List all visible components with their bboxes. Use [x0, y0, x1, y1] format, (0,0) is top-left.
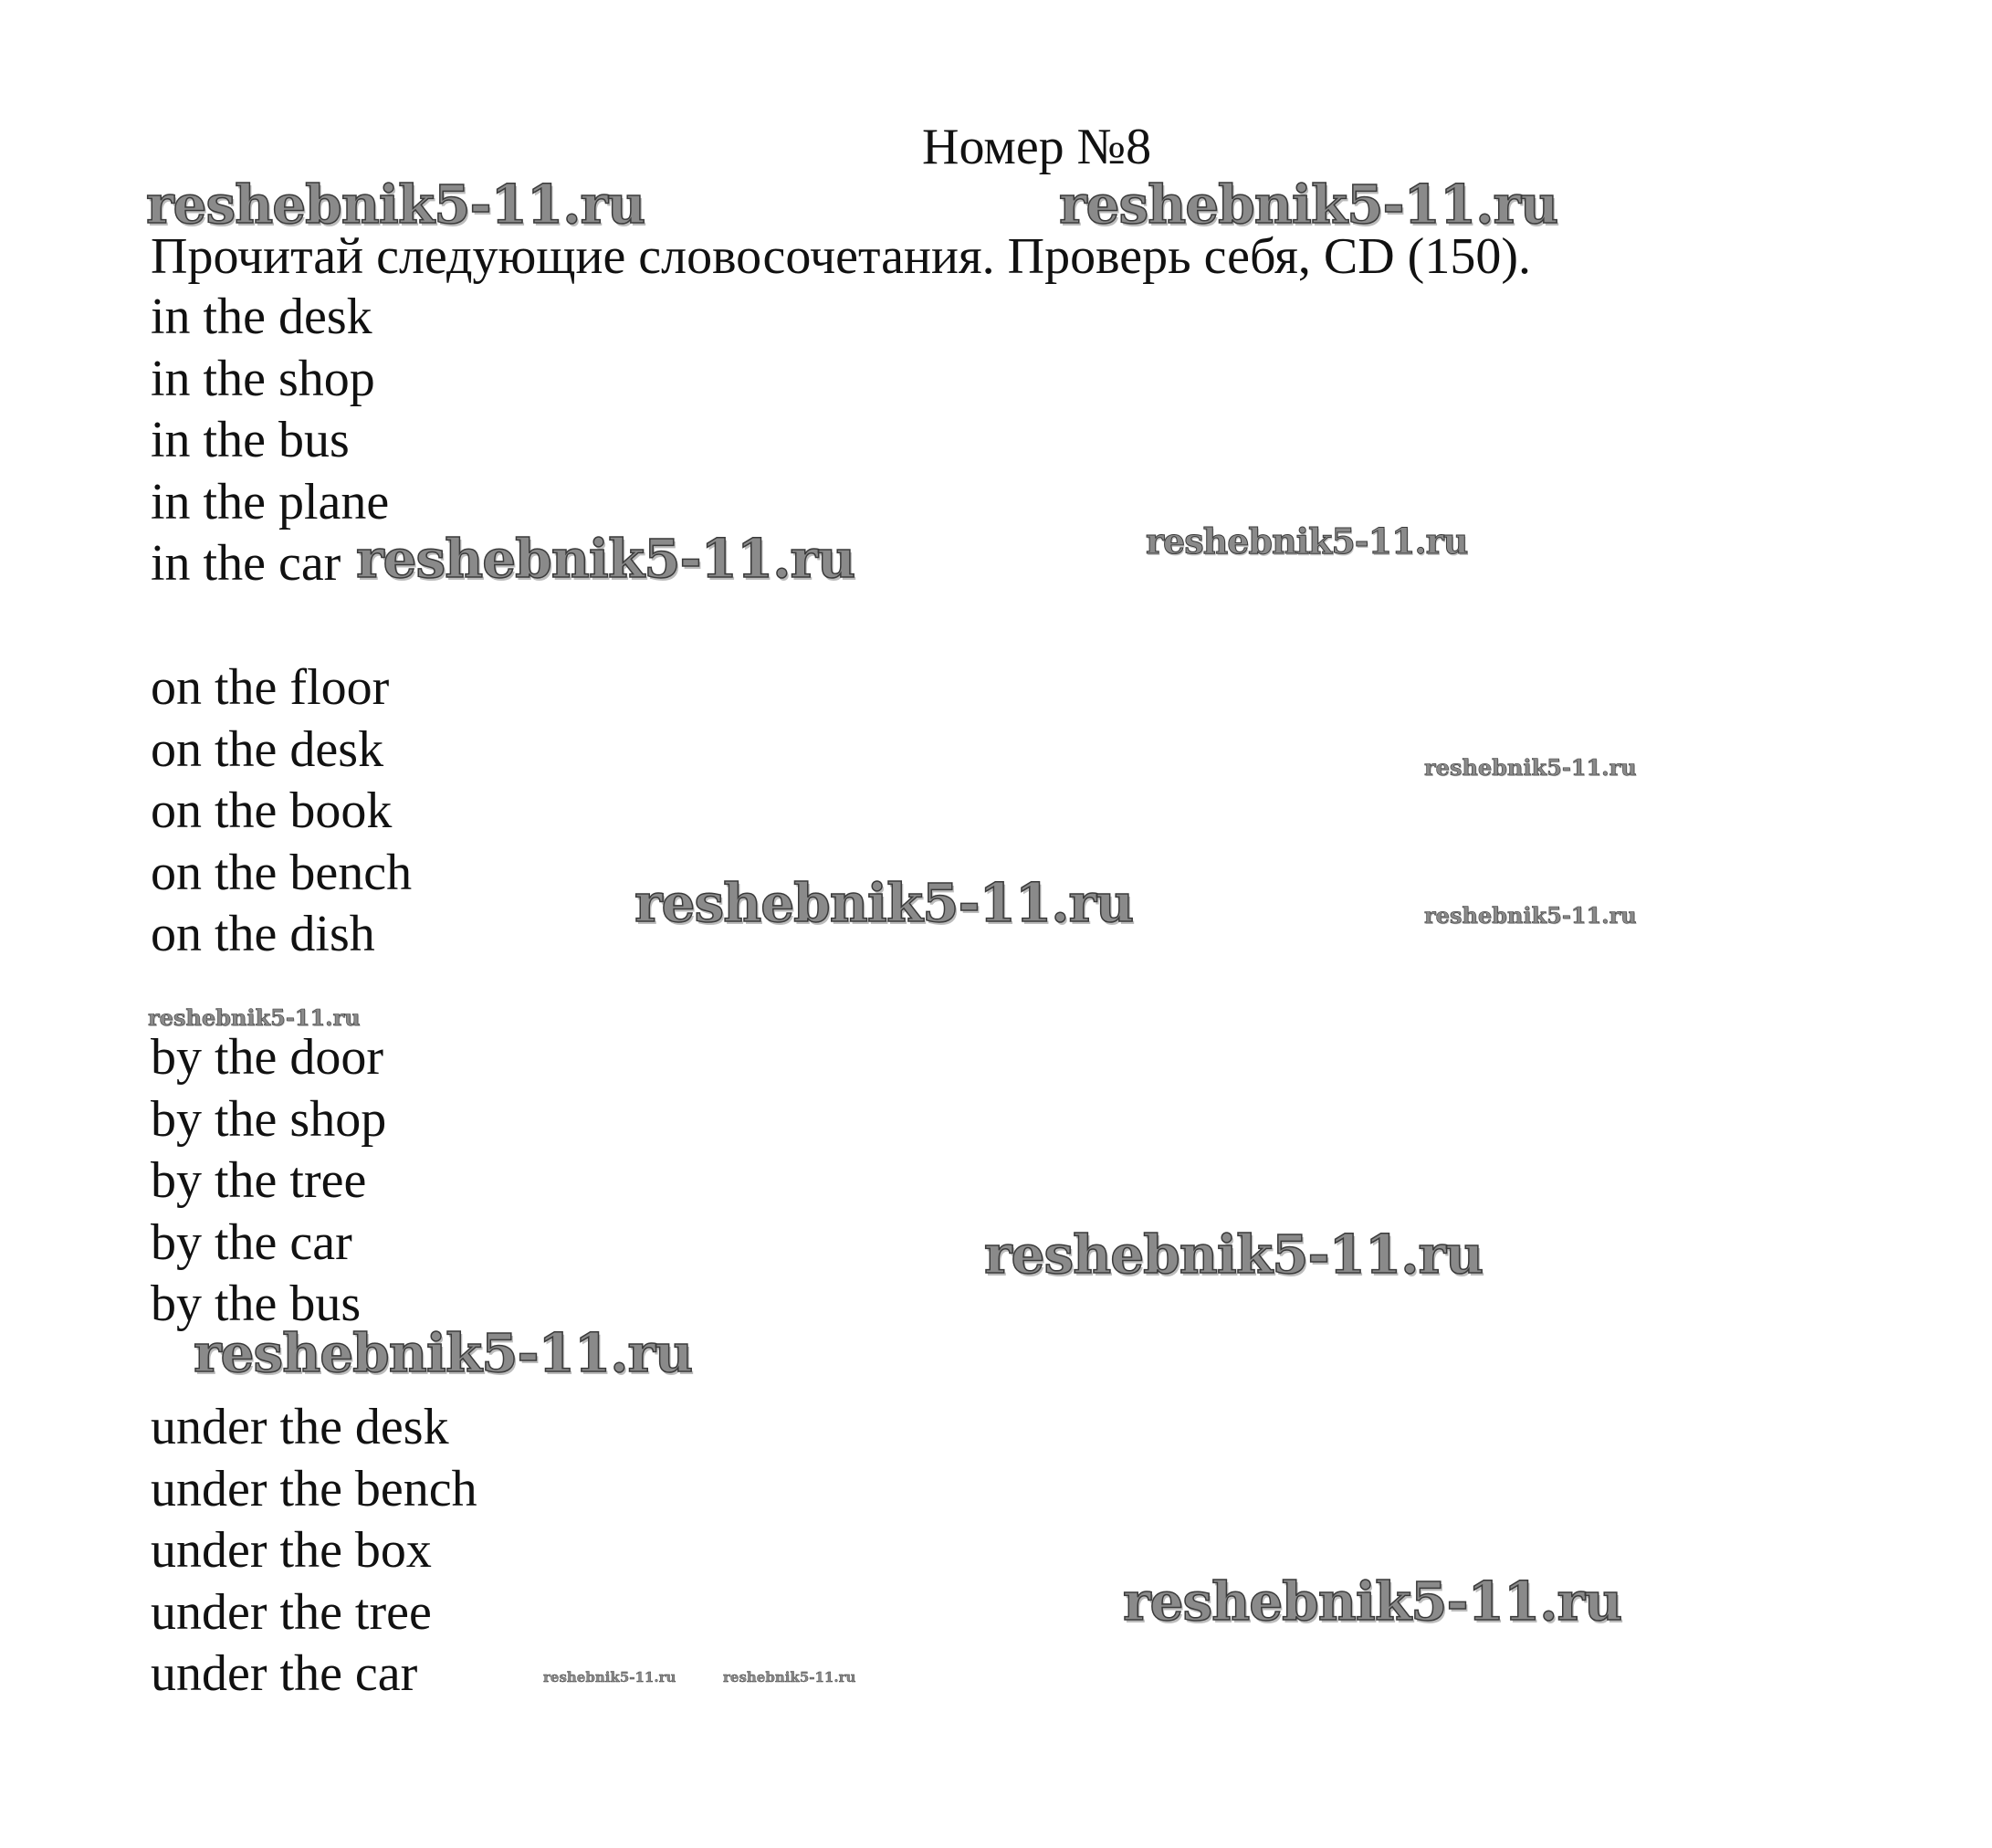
instruction-text: Прочитай следующие словосочетания. Проверь себя, CD (150). — [151, 228, 1531, 285]
phrase-item: under the car — [151, 1645, 418, 1702]
phrase-item: under the box — [151, 1522, 432, 1579]
watermark: reshebnik5-11.ru — [1424, 902, 1637, 929]
watermark: reshebnik5-11.ru — [356, 528, 855, 590]
word-group-on — [151, 657, 412, 966]
watermark: reshebnik5-11.ru — [1424, 754, 1637, 781]
word-group-in — [151, 287, 389, 595]
watermark: reshebnik5-11.ru — [1059, 173, 1558, 236]
phrase-item: under the bench — [151, 1460, 477, 1517]
watermark: reshebnik5-11.ru — [1123, 1570, 1622, 1633]
phrase-item: on the dish — [151, 906, 375, 962]
watermark: reshebnik5-11.ru — [146, 173, 645, 236]
word-group-under — [151, 1397, 477, 1706]
phrase-item: in the plane — [151, 473, 390, 530]
phrase-item: under the tree — [151, 1583, 432, 1641]
watermark: reshebnik5-11.ru — [634, 872, 1134, 934]
phrase-item: on the bench — [151, 844, 413, 901]
word-group-by — [151, 1027, 386, 1336]
phrase-item: on the floor — [151, 659, 390, 716]
phrase-item: in the desk — [151, 289, 372, 345]
watermark: reshebnik5-11.ru — [723, 1669, 856, 1685]
watermark: reshebnik5-11.ru — [148, 1004, 361, 1031]
phrase-item: by the bus — [151, 1276, 362, 1332]
watermark: reshebnik5-11.ru — [194, 1322, 693, 1384]
phrase-item: by the tree — [151, 1152, 367, 1209]
watermark: reshebnik5-11.ru — [543, 1669, 676, 1685]
watermark: reshebnik5-11.ru — [1146, 520, 1468, 562]
phrase-item: by the shop — [151, 1090, 387, 1148]
page-title: Номер №8 — [922, 119, 1152, 175]
watermark: reshebnik5-11.ru — [984, 1223, 1484, 1286]
phrase-item: on the desk — [151, 720, 384, 778]
phrase-item: on the book — [151, 782, 393, 839]
phrase-item: under the desk — [151, 1399, 449, 1455]
phrase-item: in the car — [151, 535, 341, 592]
phrase-item: in the bus — [151, 412, 350, 468]
phrase-item: by the car — [151, 1213, 352, 1271]
phrase-item: in the shop — [151, 350, 375, 407]
phrase-item: by the door — [151, 1029, 384, 1086]
